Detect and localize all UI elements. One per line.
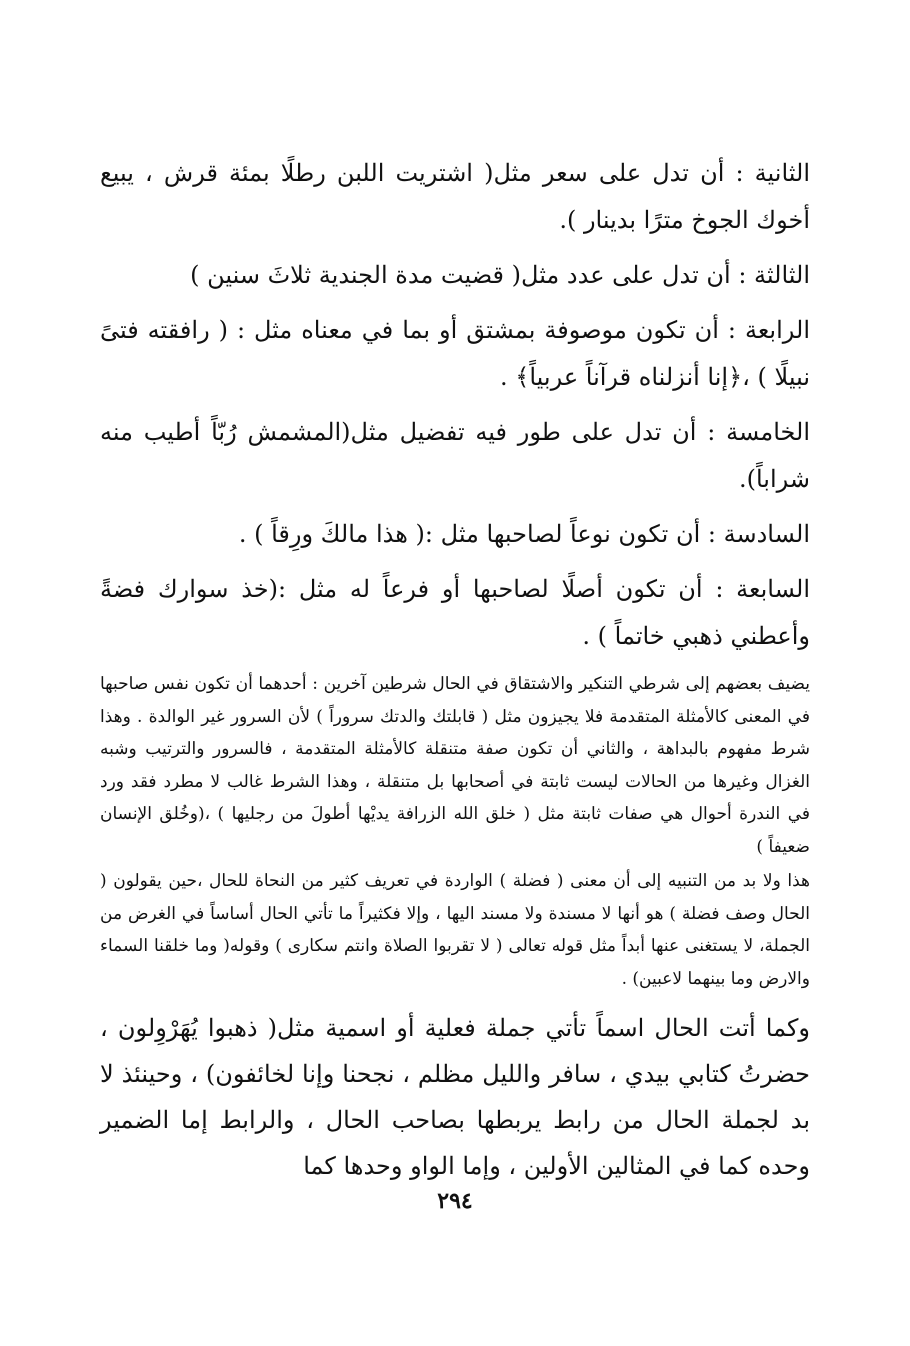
page-number: ٢٩٤ bbox=[437, 1188, 473, 1214]
footnote-paragraph: يضيف بعضهم إلى شرطي التنكير والاشتقاق في الحال شرطين آخرين : أحدهما أن تكون نفس صاحبها في المعنى كالأمثلة المتقدمة فلا يجيزون مثل ( قابلتك والدتك سروراً ) لأن السرور غير الوالدة . وهذا شرط مفهوم بالبداهة ، والثاني أن تكون صفة متنقلة كالأمثلة المتقدمة ، فالسرور والترتيب وشبه الغزال وغيرها من الحالات ليست ثابتة في أصحابها بل متنقلة ، وهذا الشرط غالب لا مطرد فقد ورد في الندرة أحوال هي صفات ثابتة مثل ( خلق الله الزرافة يديْها أطولَ من رجليها ) ،(وخُلق الإنسان ضعيفاً ) bbox=[100, 674, 810, 857]
paragraph-seventh-condition: السابعة : أن تكون أصلًا لصاحبها أو فرعاً له مثل :(خذ سوارك فضةً وأعطني ذهبي خاتماً ) . bbox=[100, 575, 810, 650]
paragraph-third-condition: الثالثة : أن تدل على عدد مثل( قضيت مدة الجندية ثلاثَ سنين ) bbox=[190, 261, 810, 289]
paragraph-fifth-condition: الخامسة : أن تدل على طور فيه تفضيل مثل(المشمش رُبّاً أطيب منه شراباً). bbox=[100, 418, 810, 493]
page-body bbox=[100, 150, 810, 1189]
paragraph-fourth-condition: الرابعة : أن تكون موصوفة بمشتق أو بما في معناه مثل : ( رافقته فتىً نبيلًا ) ،﴿إنا أنزلناه قرآناً عربياً﴾ . bbox=[100, 316, 810, 391]
footnotes-section bbox=[100, 668, 810, 995]
paragraph-hal-sentence: وكما أتت الحال اسماً تأتي جملة فعلية أو اسمية مثل( ذهبوا يُهَرْوِلون ، حضرتُ كتابي بيدي ، سافر والليل مظلم ، نجحنا وإنا لخائفون) ، وحينئذ لا بد لجملة الحال من رابط يربطها بصاحب الحال ، والرابط إما الضمير وحده كما في المثالين الأولين ، وإما الواو وحدها كما bbox=[100, 1014, 810, 1180]
closing-text bbox=[100, 1005, 810, 1189]
paragraph-sixth-condition: السادسة : أن تكون نوعاً لصاحبها مثل :( هذا مالكَ ورِقاً ) . bbox=[238, 520, 810, 548]
footnote-paragraph: هذا ولا بد من التنبيه إلى أن معنى ( فضلة ) الواردة في تعريف كثير من النحاة للحال ،حين يقولون ( الحال وصف فضلة ) هو أنها لا مسندة ولا مسند اليها ، وإلا فكثيراً ما تأتي الحال أساساً في الغرض من الجملة، لا يستغنى عنها أبداً مثل قوله تعالى ( لا تقربوا الصلاة وانتم سكارى ) وقوله( وما خلقنا السماء والارض وما بينهما لاعبين) . bbox=[100, 871, 810, 989]
main-text bbox=[100, 150, 810, 660]
paragraph-second-condition: الثانية : أن تدل على سعر مثل( اشتريت اللبن رطلًا بمئة قرش ، يبيع أخوك الجوخ مترًا بدينار ). bbox=[100, 159, 810, 234]
